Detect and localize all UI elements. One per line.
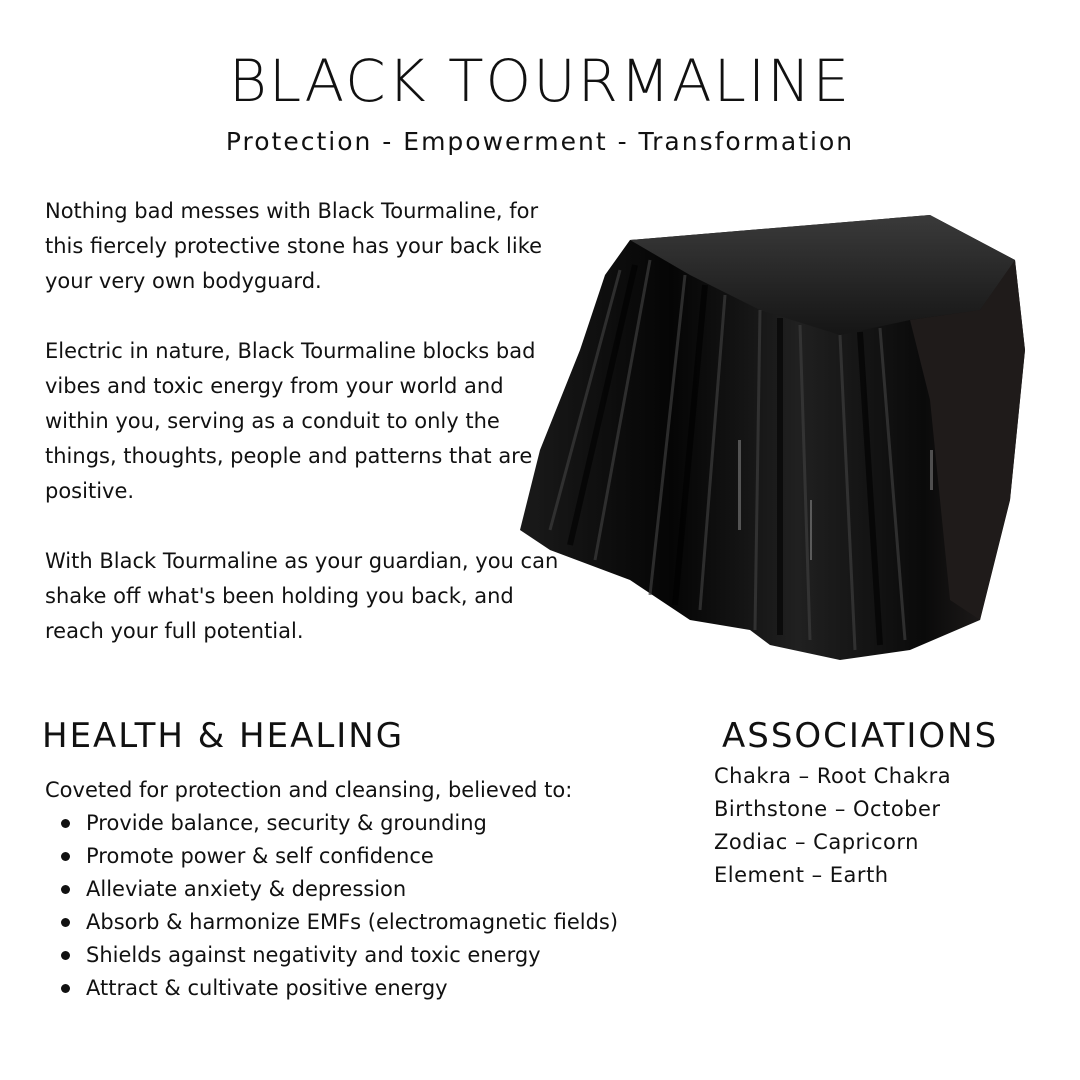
intro-paragraph: Nothing bad messes with Black Tourmaline, for this fiercely protective stone has your back like your very own bodyguard. — [45, 199, 543, 293]
benefit-label: Alleviate anxiety & depression — [86, 877, 407, 901]
benefit-label: Attract & cultivate positive energy — [86, 976, 448, 1000]
intro-text — [45, 194, 565, 684]
health-intro: Coveted for protection and cleansing, believed to: — [45, 778, 573, 802]
black-tourmaline-stone-image — [510, 200, 1030, 670]
benefit-label: Provide balance, security & grounding — [86, 811, 487, 835]
associations-list — [714, 760, 951, 892]
page-title: BLACK TOURMALINE — [228, 47, 852, 115]
benefit-item — [45, 840, 618, 873]
benefit-item — [45, 873, 618, 906]
benefit-item — [45, 939, 618, 972]
benefit-label: Shields against negativity and toxic energy — [86, 943, 541, 967]
association-item: Zodiac – Capricorn — [714, 830, 919, 854]
benefit-item — [45, 906, 618, 939]
associations-heading: ASSOCIATIONS — [722, 716, 999, 756]
health-healing-heading: HEALTH & HEALING — [42, 716, 405, 756]
bullet-icon — [61, 852, 70, 861]
bullet-icon — [61, 984, 70, 993]
bullet-icon — [61, 918, 70, 927]
intro-paragraph: With Black Tourmaline as your guardian, you can shake off what's been holding you back, and reach your full potential. — [45, 549, 559, 643]
bullet-icon — [61, 885, 70, 894]
bullet-icon — [61, 951, 70, 960]
association-item: Birthstone – October — [714, 797, 941, 821]
page-subtitle: Protection - Empowerment - Transformation — [225, 127, 855, 156]
benefit-item — [45, 807, 618, 840]
benefits-list — [45, 807, 618, 1005]
association-item: Chakra – Root Chakra — [714, 764, 952, 788]
benefit-label: Promote power & self confidence — [86, 844, 434, 868]
association-item: Element – Earth — [714, 863, 889, 887]
benefit-item — [45, 972, 618, 1005]
benefit-label: Absorb & harmonize EMFs (electromagnetic fields) — [86, 910, 619, 934]
bullet-icon — [61, 819, 70, 828]
intro-paragraph: Electric in nature, Black Tourmaline blocks bad vibes and toxic energy from your world and within you, serving as a conduit to only the things, thoughts, people and patterns that are positive. — [45, 339, 536, 503]
